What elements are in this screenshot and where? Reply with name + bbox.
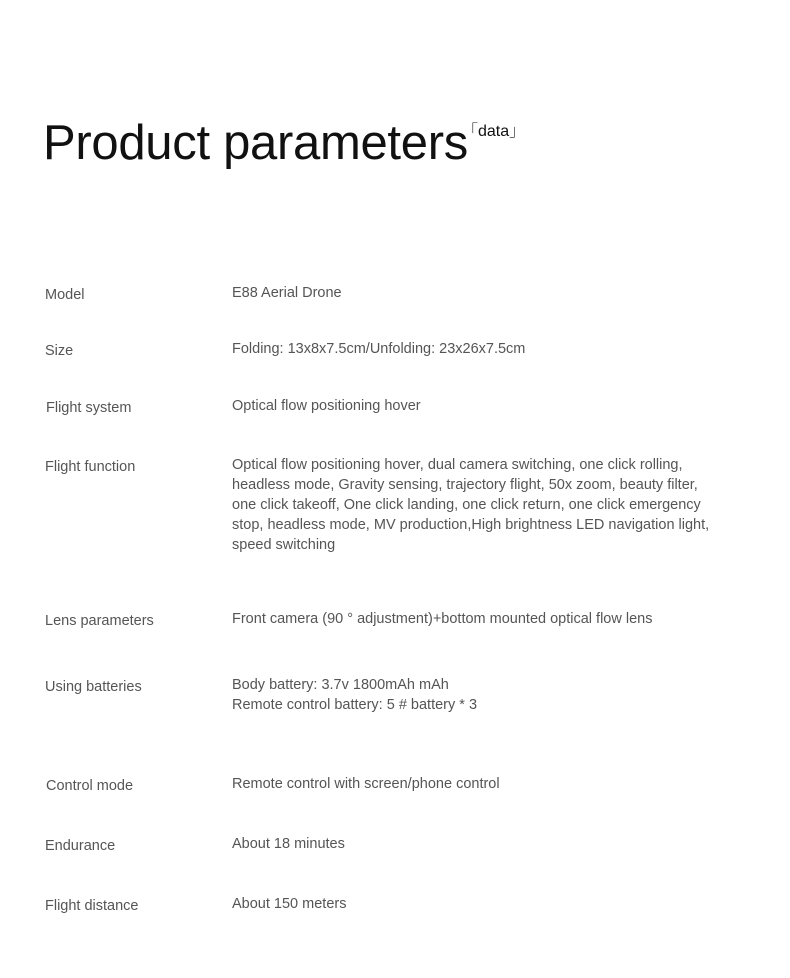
param-value-lens-parameters — [232, 609, 722, 629]
param-value-line: E88 Aerial Drone — [232, 285, 342, 301]
param-label-flight-distance: Flight distance — [45, 898, 139, 914]
param-label-size: Size — [45, 343, 74, 359]
param-value-line: Remote control with screen/phone control — [232, 776, 500, 792]
param-value-line: stop, headless mode, MV production,High brightness LED navigation light, — [232, 517, 710, 533]
param-value-control-mode — [232, 774, 722, 794]
param-value-line: Optical flow positioning hover, dual camera switching, one click rolling, — [232, 457, 683, 473]
param-value-line: Body battery: 3.7v 1800mAh mAh — [232, 677, 449, 693]
param-label-flight-system: Flight system — [46, 400, 132, 416]
param-value-flight-system — [232, 396, 722, 416]
param-label-flight-function: Flight function — [45, 459, 136, 475]
param-value-line: Optical flow positioning hover — [232, 398, 421, 414]
param-value-model — [232, 283, 722, 303]
title-tag: 「data」 — [462, 123, 526, 140]
param-value-line: About 150 meters — [232, 896, 347, 912]
param-value-line: headless mode, Gravity sensing, trajectory flight, 50x zoom, beauty filter, — [232, 477, 698, 493]
param-value-line: one click takeoff, One click landing, one click return, one click emergency — [232, 497, 701, 513]
param-value-line: About 18 minutes — [232, 836, 345, 852]
param-label-control-mode: Control mode — [46, 778, 134, 794]
param-value-flight-distance — [232, 894, 722, 914]
param-value-line: Front camera (90 ° adjustment)+bottom mounted optical flow lens — [232, 611, 653, 627]
param-value-size — [232, 339, 722, 359]
param-value-line: speed switching — [232, 537, 336, 553]
param-label-using-batteries: Using batteries — [45, 679, 142, 695]
param-label-lens-parameters: Lens parameters — [45, 613, 154, 629]
param-label-endurance: Endurance — [45, 838, 116, 854]
page-title: Product parameters — [43, 116, 468, 170]
param-value-flight-function — [232, 455, 722, 555]
param-value-using-batteries — [232, 675, 722, 715]
param-label-model: Model — [45, 287, 85, 303]
param-value-line: Folding: 13x8x7.5cm/Unfolding: 23x26x7.5cm — [232, 341, 526, 357]
param-value-endurance — [232, 834, 722, 854]
param-value-line: Remote control battery: 5 # battery * 3 — [232, 697, 478, 713]
